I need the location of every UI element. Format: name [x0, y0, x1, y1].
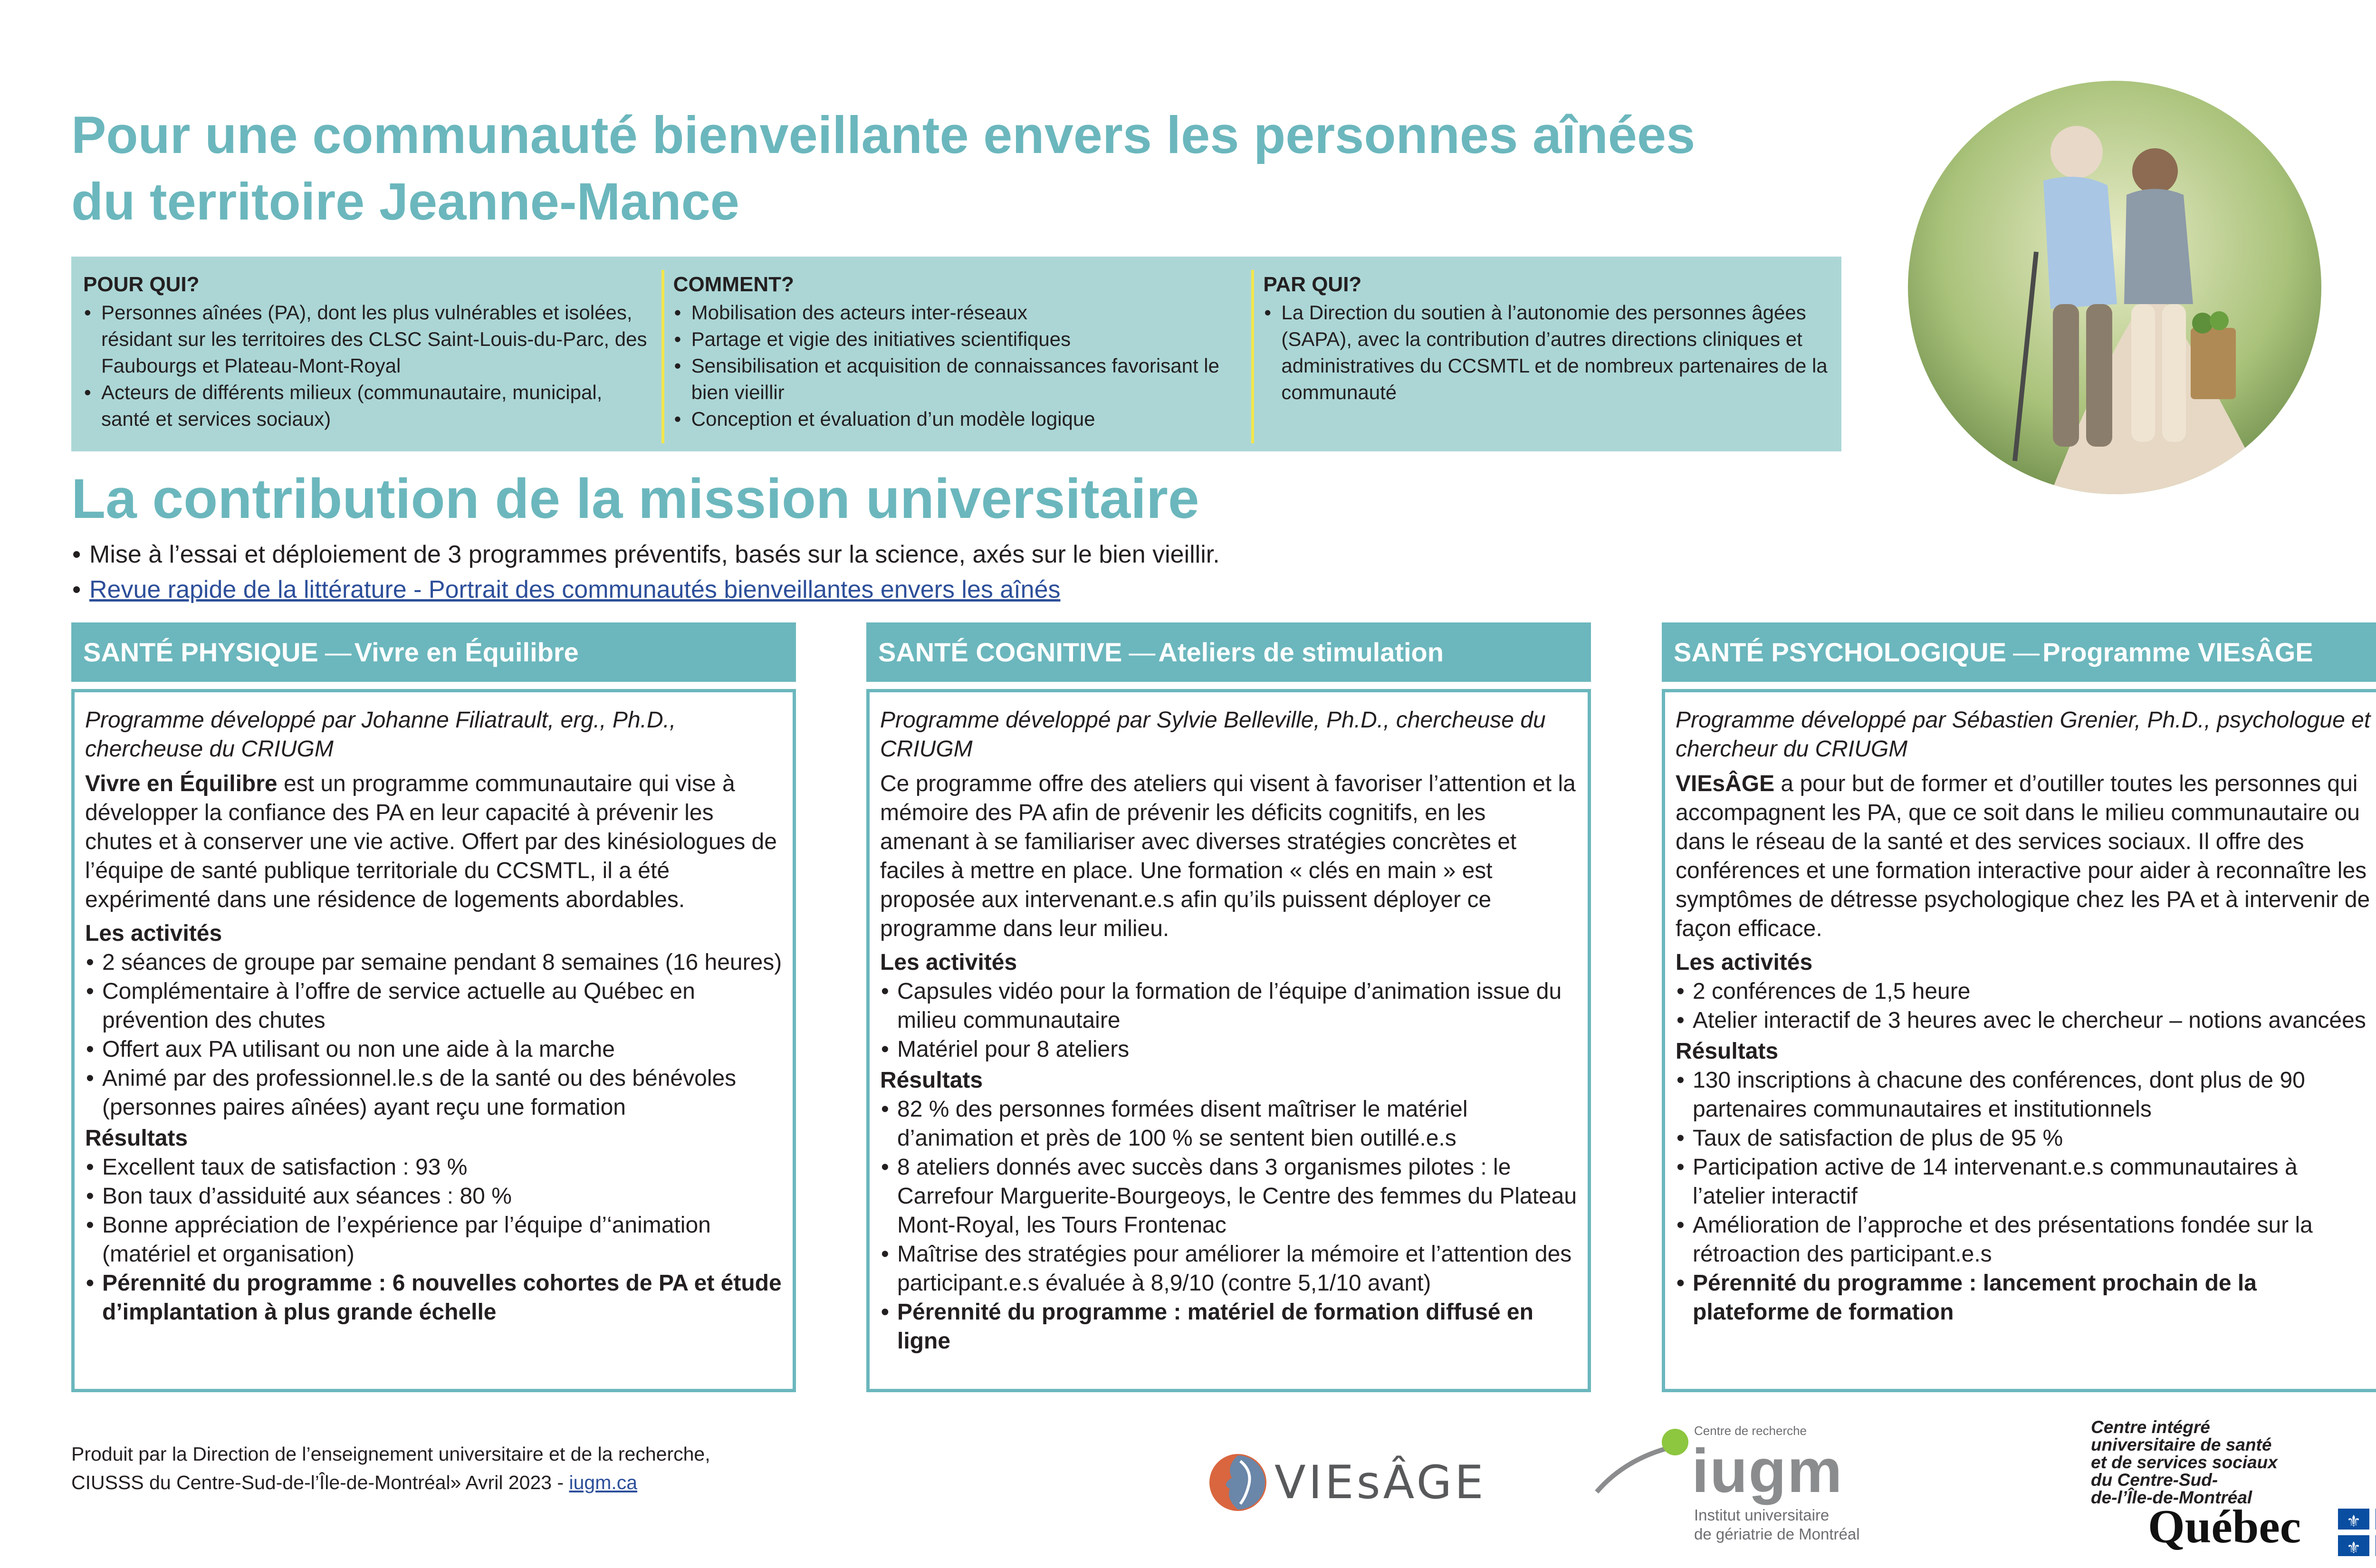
- mission-list: [71, 537, 1877, 607]
- viesage-wordmark: VIEsÂGE: [1274, 1456, 1486, 1509]
- results-heading: Résultats: [880, 1068, 983, 1093]
- list-item: • 2 séances de groupe par semaine pendant 8 semaines (16 heures): [85, 948, 782, 977]
- list-item: • Acteurs de différents milieux (communautaire, municipal, santé et services sociaux): [83, 379, 650, 432]
- iugm-swoosh-icon: [1592, 1421, 1696, 1497]
- list-item: • Excellent taux de satisfaction : 93 %: [85, 1153, 782, 1182]
- list-item: • 130 inscriptions à chacune des conférences, dont plus de 90 partenaires communautaires et institutionnels: [1676, 1066, 2373, 1124]
- ciusss-line: Centre intégré: [2091, 1417, 2210, 1437]
- panel-intro-bold: Vivre en Équilibre: [85, 771, 278, 796]
- panel-intro-text: a pour but de former et d’outiller toutes les personnes qui accompagnent les PA, que ce soit dans le milieu communautaire ou dans le réseau de la santé et des services sociaux. Il offre des conférences et une formation interactive pour aider à reconnaître les symptômes de détresse psychologique chez les PA et à intervenir de façon efficace.: [1676, 771, 2370, 941]
- panel-developer: Programme développé par Sébastien Grenier, Ph.D., psychologue et chercheur du CRIUGM: [1676, 708, 2371, 762]
- activities-heading: Les activités: [85, 921, 222, 946]
- panel-dash: —: [1129, 637, 1156, 667]
- pour-qui-heading: POUR QUI?: [83, 273, 200, 296]
- footer-line2: [71, 1468, 879, 1497]
- panel-developer: Programme développé par Johanne Filiatrault, erg., Ph.D., chercheuse du CRIUGM: [85, 708, 676, 762]
- iugm-sub2: de gériatrie de Montréal: [1694, 1525, 1860, 1543]
- list-item: • Mise à l’essai et déploiement de 3 programmes préventifs, basés sur la science, axés sur le bien vieillir.: [71, 537, 1877, 572]
- panel-header: [71, 622, 796, 682]
- list-item: [71, 572, 1877, 607]
- panel-program: Programme VIEsÂGE: [2042, 637, 2313, 667]
- list-item: • Personnes aînées (PA), dont les plus vulnérables et isolées, résidant sur les territoires des CLSC Saint-Louis-du-Parc, des Faubourgs et Plateau-Mont-Royal: [83, 299, 650, 379]
- ciusss-line: universitaire de santé: [2091, 1435, 2272, 1454]
- results-heading: Résultats: [85, 1126, 188, 1151]
- list-item: • Matériel pour 8 ateliers: [880, 1035, 1577, 1064]
- panel-intro-text: est un programme communautaire qui vise à développer la confiance des PA en leur capacité à prévenir les chutes et à conserver une vie active. Offert par des kinésiologues de l’équipe de santé publique territoriale du CCSMTL, il a été expérimenté dans une résidence de logements abordables.: [85, 771, 777, 912]
- list-item: • 8 ateliers donnés avec succès dans 3 organismes pilotes : le Carrefour Marguerite-Bourgeoys, le Centre des femmes du Plateau Mont-Royal, les Tours Frontenac: [880, 1153, 1577, 1240]
- page-title-line1: Pour une communauté bienveillante envers les personnes aînées: [71, 106, 1696, 164]
- list-item: • Bonne appréciation de l’expérience par l’équipe d’‘animation (matériel et organisation): [85, 1211, 782, 1269]
- page-title: [71, 102, 1901, 235]
- list-item: • Partage et vigie des initiatives scientifiques: [673, 326, 1240, 353]
- list-item: • Mobilisation des acteurs inter-réseaux: [673, 299, 1240, 326]
- panel-body: [866, 689, 1591, 1392]
- panel-sante-cognitive: [866, 622, 1591, 1395]
- panel-body: [1662, 689, 2376, 1392]
- info-band: [71, 257, 1841, 451]
- panel-category: SANTÉ PSYCHOLOGIQUE: [1674, 637, 2007, 667]
- panel-program: Ateliers de stimulation: [1158, 637, 1444, 667]
- info-comment: [661, 257, 1252, 451]
- iugm-top-text: Centre de recherche: [1694, 1424, 1807, 1438]
- iugm-sub1: Institut universitaire: [1694, 1506, 1830, 1524]
- literature-review-link[interactable]: Revue rapide de la littérature - Portrait des communautés bienveillantes envers les aînés: [89, 576, 1061, 603]
- list-item: • Bon taux d’assiduité aux séances : 80 %: [85, 1182, 782, 1211]
- list-item: • Taux de satisfaction de plus de 95 %: [1676, 1124, 2373, 1153]
- footer-credit: [71, 1440, 879, 1497]
- list-item: • Conception et évaluation d’un modèle logique: [673, 406, 1240, 432]
- panel-sante-physique: [71, 622, 796, 1395]
- panel-header: [1662, 622, 2376, 682]
- panel-intro: [1676, 769, 2373, 943]
- list-item: • Animé par des professionnel.le.s de la santé ou des bénévoles (personnes paires aînées) ayant reçu une formation: [85, 1064, 782, 1122]
- list-item: • Atelier interactif de 3 heures avec le chercheur – notions avancées: [1676, 1006, 2373, 1035]
- panel-category: SANTÉ PHYSIQUE: [83, 637, 318, 667]
- panel-dash: —: [2013, 637, 2040, 667]
- svg-text:⚜: ⚜: [2346, 1512, 2361, 1531]
- list-item: • 2 conférences de 1,5 heure: [1676, 977, 2373, 1006]
- panel-dash: —: [325, 637, 352, 667]
- list-item: • Maîtrise des stratégies pour améliorer la mémoire et l’attention des participant.e.s évaluée à 8,9/10 (contre 5,1/10 avant): [880, 1240, 1577, 1298]
- panel-body: [71, 689, 796, 1392]
- list-item: • 82 % des personnes formées disent maîtriser le matériel d’animation et près de 100 % se sentent bien outillé.e.s: [880, 1095, 1577, 1153]
- ciusss-line: du Centre-Sud-: [2091, 1470, 2218, 1490]
- viesage-face-icon: [1207, 1452, 1269, 1513]
- mission-title: La contribution de la mission universitaire: [71, 468, 1199, 530]
- panel-sante-psychologique: [1662, 622, 2376, 1395]
- svg-text:⚜: ⚜: [2346, 1539, 2361, 1556]
- results-heading: Résultats: [1676, 1039, 1779, 1064]
- list-item: • Complémentaire à l’offre de service actuelle au Québec en prévention des chutes: [85, 977, 782, 1035]
- activities-heading: Les activités: [880, 950, 1017, 975]
- panel-intro: [85, 769, 782, 914]
- viesage-logo: [1207, 1449, 1486, 1516]
- panel-category: SANTÉ COGNITIVE: [878, 637, 1122, 667]
- iugm-logo: [1592, 1421, 1896, 1544]
- seniors-walking-photo: [1908, 81, 2321, 494]
- panel-developer: Programme développé par Sylvie Belleville, Ph.D., chercheuse du CRIUGM: [880, 708, 1546, 762]
- list-item: • Offert aux PA utilisant ou non une aide à la marche: [85, 1035, 782, 1064]
- list-item: • Pérennité du programme : lancement prochain de la plateforme de formation: [1676, 1269, 2373, 1327]
- page-title-line2: du territoire Jeanne-Mance: [71, 172, 739, 231]
- quebec-flag-icon: [2338, 1509, 2376, 1556]
- panel-header: [866, 622, 1591, 682]
- info-pour-qui: [71, 257, 661, 451]
- par-qui-heading: PAR QUI?: [1263, 273, 1362, 296]
- comment-heading: COMMENT?: [673, 273, 794, 296]
- list-item: • Participation active de 14 intervenant.e.s communautaires à l’atelier interactif: [1676, 1153, 2373, 1211]
- ciusss-line: et de services sociaux: [2091, 1453, 2278, 1472]
- list-item: • Pérennité du programme : matériel de formation diffusé en ligne: [880, 1298, 1577, 1356]
- quebec-wordmark: Québec: [2148, 1500, 2301, 1553]
- footer-line2-text: CIUSSS du Centre-Sud-de-l’Île-de-Montréal» Avril 2023 -: [71, 1472, 569, 1493]
- list-item: • La Direction du soutien à l’autonomie des personnes âgées (SAPA), avec la contribution d’autres directions cliniques et administratives du CCSMTL et de nombreux partenaires de la communauté: [1263, 299, 1830, 406]
- ciusss-logo-text: [2091, 1418, 2376, 1506]
- ciusss-line: de-l’Île-de-Montréal: [2091, 1488, 2252, 1507]
- list-item: • Amélioration de l’approche et des présentations fondée sur la rétroaction des participant.e.s: [1676, 1211, 2373, 1269]
- footer-line1: Produit par la Direction de l’enseignement universitaire et de la recherche,: [71, 1443, 710, 1465]
- panel-program: Vivre en Équilibre: [354, 637, 579, 667]
- info-par-qui: [1251, 257, 1841, 451]
- iugm-link[interactable]: iugm.ca: [569, 1472, 638, 1493]
- list-item: • Sensibilisation et acquisition de connaissances favorisant le bien vieillir: [673, 353, 1240, 406]
- panel-intro: Ce programme offre des ateliers qui visent à favoriser l’attention et la mémoire des PA afin de prévenir les déficits cognitifs, en les amenant à se familiariser avec diverses stratégies concrètes et faciles à mettre en place. Une formation « clés en main » est proposée aux intervenant.e.s afin qu’ils puissent déployer ce programme dans leur milieu.: [880, 771, 1576, 941]
- iugm-wordmark: iugm: [1692, 1436, 1843, 1505]
- panel-intro-bold: VIEsÂGE: [1676, 771, 1775, 796]
- list-item: • Capsules vidéo pour la formation de l’équipe d’animation issue du milieu communautaire: [880, 977, 1577, 1035]
- list-item: • Pérennité du programme : 6 nouvelles cohortes de PA et étude d’implantation à plus grande échelle: [85, 1269, 782, 1327]
- activities-heading: Les activités: [1676, 950, 1813, 975]
